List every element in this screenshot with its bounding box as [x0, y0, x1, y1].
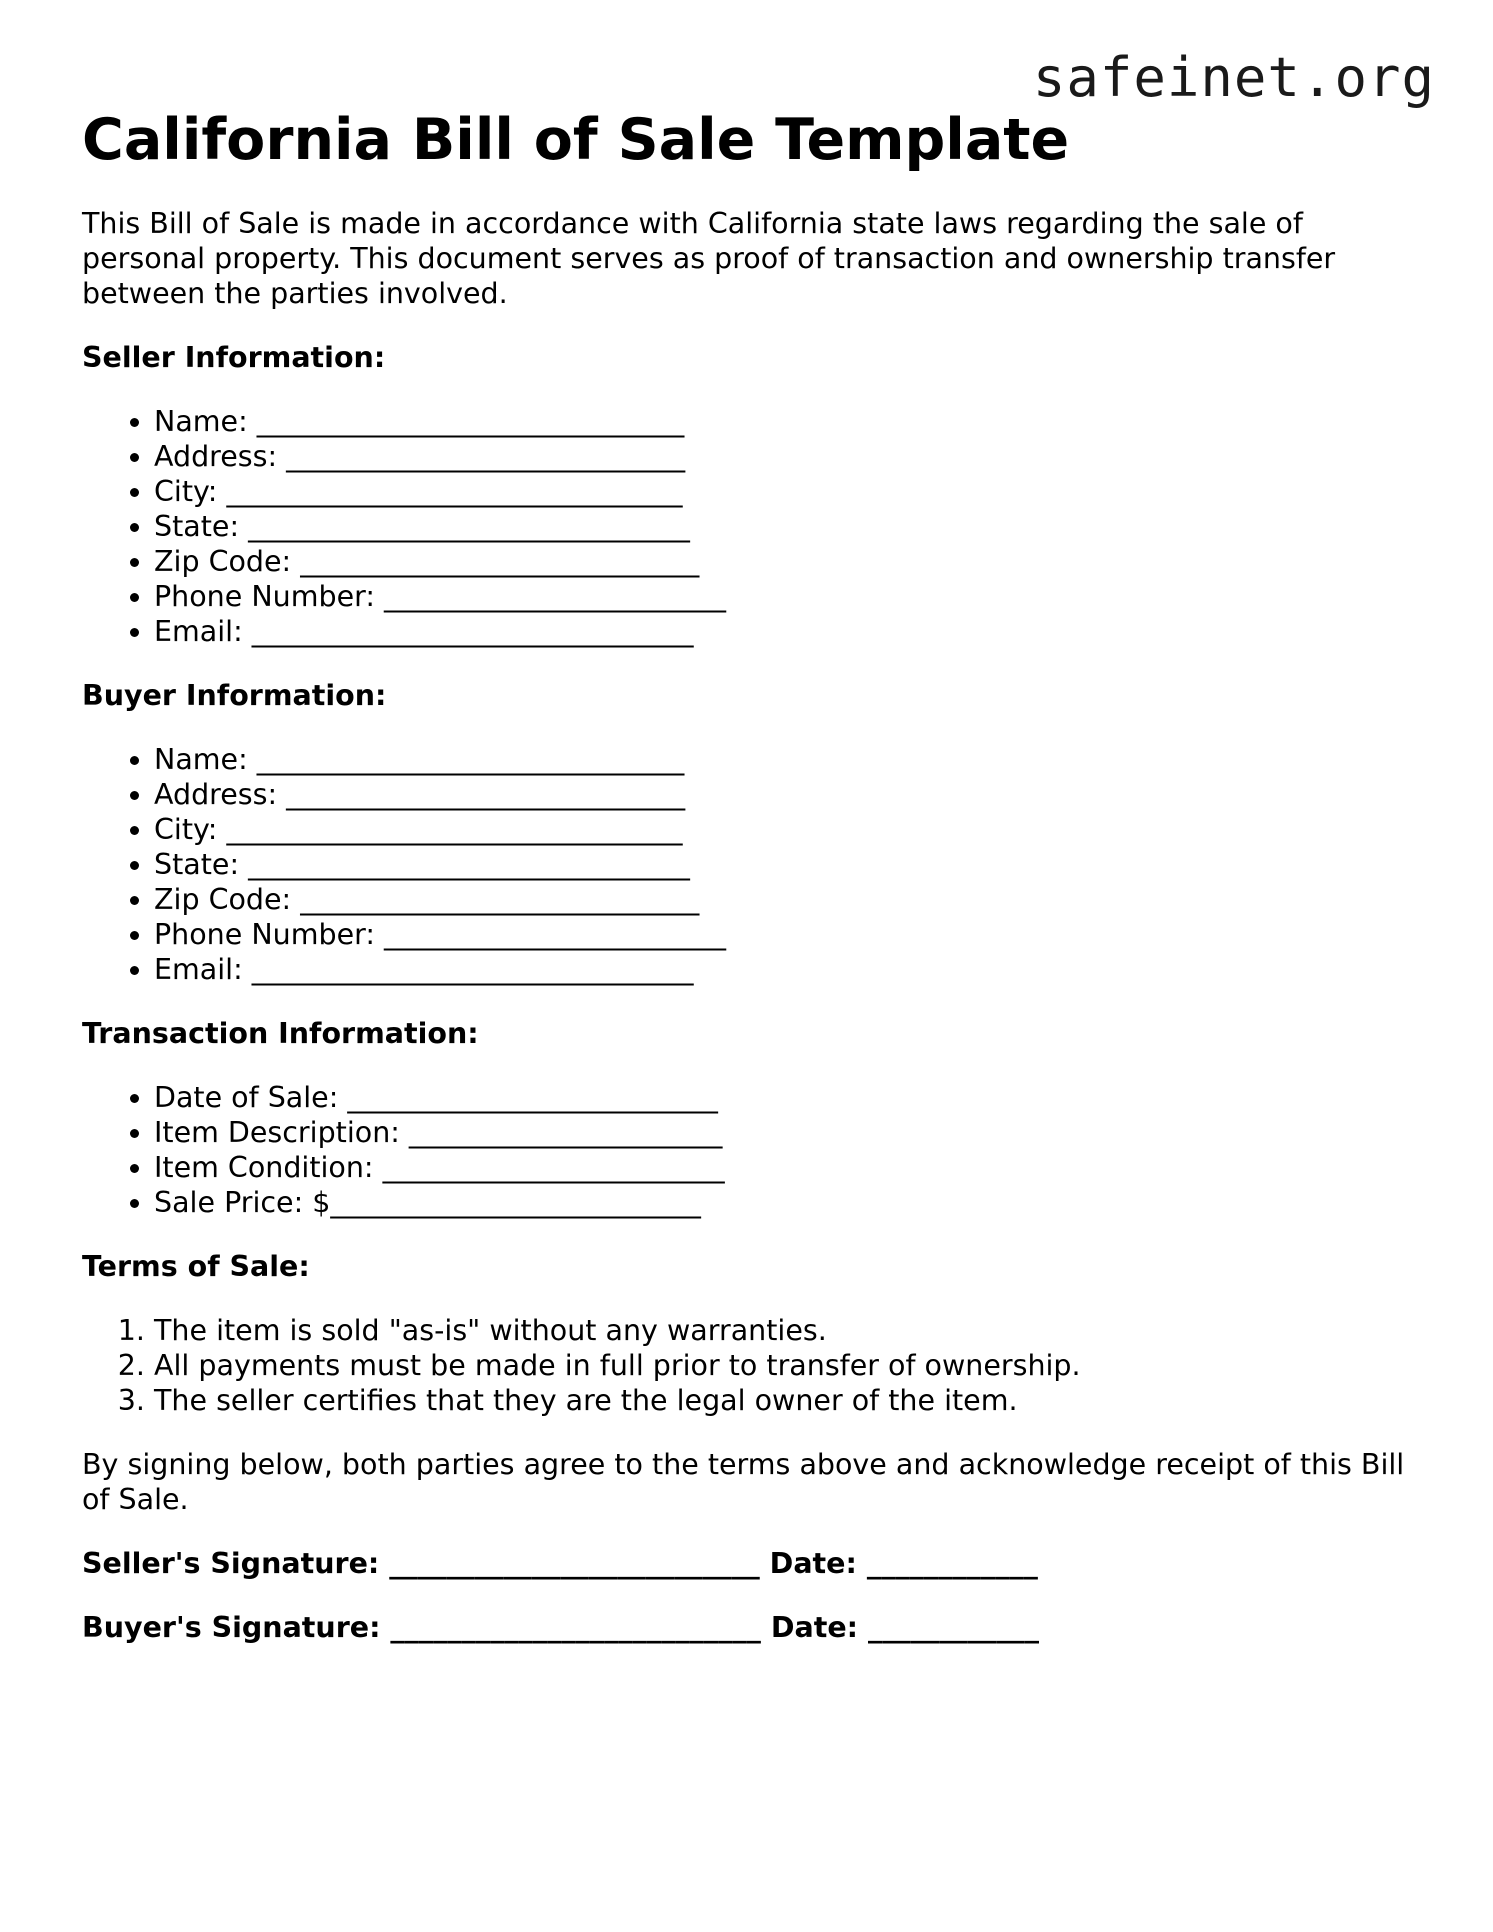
seller-name-blank[interactable]: ______________________________ [256, 405, 685, 438]
page-title: California Bill of Sale Template [82, 107, 1070, 173]
term-item: 1. The item is sold "as-is" without any warranties. [154, 1313, 1412, 1348]
buyer-city-blank[interactable]: ________________________________ [226, 813, 683, 846]
buyer-zip-field: • Zip Code: ____________________________ [154, 882, 1412, 917]
date-of-sale-field: • Date of Sale: __________________________ [154, 1080, 1412, 1115]
seller-phone-blank[interactable]: ________________________ [384, 580, 726, 613]
buyer-phone-field: • Phone Number: ________________________ [154, 917, 1412, 952]
seller-date-blank[interactable]: ____________ [866, 1547, 1038, 1580]
terms-list [82, 1313, 1412, 1418]
seller-heading: Seller Information: [82, 341, 386, 374]
sale-price-field: • Sale Price: $__________________________ [154, 1185, 1412, 1220]
seller-city-blank[interactable]: ________________________________ [226, 475, 683, 508]
terms-heading: Terms of Sale: [82, 1250, 310, 1283]
seller-signature-line: Seller's Signature: __________________________ Date: ____________ [82, 1547, 1038, 1580]
seller-zip-blank[interactable]: ____________________________ [300, 545, 700, 578]
buyer-heading: Buyer Information: [82, 679, 387, 712]
seller-name-field: • Name: ______________________________ [154, 404, 1412, 439]
term-item: 2. All payments must be made in full prior to transfer of ownership. [154, 1348, 1412, 1383]
seller-email-field: • Email: _______________________________ [154, 614, 1412, 649]
buyer-email-blank[interactable]: _______________________________ [251, 953, 694, 986]
seller-state-field: • State: _______________________________ [154, 509, 1412, 544]
item-condition-blank[interactable]: ________________________ [382, 1151, 725, 1184]
document-page [82, 100, 1412, 1674]
seller-address-field: • Address: ____________________________ [154, 439, 1412, 474]
buyer-email-field: • Email: _______________________________ [154, 952, 1412, 987]
buyer-state-field: • State: _______________________________ [154, 847, 1412, 882]
transaction-heading: Transaction Information: [82, 1017, 479, 1050]
intro-paragraph: This Bill of Sale is made in accordance with California state laws regarding the sale of personal property. This document serves as proof of transaction and ownership transfer between the parties involved. [82, 207, 1336, 310]
buyer-state-blank[interactable]: _______________________________ [248, 848, 690, 881]
buyer-zip-blank[interactable]: ____________________________ [300, 883, 700, 916]
item-description-blank[interactable]: ______________________ [408, 1116, 723, 1149]
buyer-phone-blank[interactable]: ________________________ [384, 918, 726, 951]
item-description-field: • Item Description: ______________________ [154, 1115, 1412, 1150]
seller-fields [82, 404, 1412, 649]
sale-price-blank[interactable]: __________________________ [330, 1186, 701, 1219]
buyer-signature-blank[interactable]: __________________________ [390, 1611, 761, 1644]
item-condition-field: • Item Condition: ________________________ [154, 1150, 1412, 1185]
seller-address-blank[interactable]: ____________________________ [286, 440, 686, 473]
transaction-fields [82, 1080, 1412, 1220]
term-item: 3. The seller certifies that they are the legal owner of the item. [154, 1383, 1412, 1418]
buyer-signature-line: Buyer's Signature: __________________________ Date: ____________ [82, 1611, 1040, 1644]
date-of-sale-blank[interactable]: __________________________ [347, 1081, 718, 1114]
seller-zip-field: • Zip Code: ____________________________ [154, 544, 1412, 579]
buyer-address-blank[interactable]: ____________________________ [286, 778, 686, 811]
seller-city-field: • City: ________________________________ [154, 474, 1412, 509]
buyer-address-field: • Address: ____________________________ [154, 777, 1412, 812]
closing-paragraph: By signing below, both parties agree to the terms above and acknowledge receipt of this Bill of Sale. [82, 1448, 1405, 1516]
buyer-date-blank[interactable]: ____________ [868, 1611, 1040, 1644]
buyer-fields [82, 742, 1412, 987]
seller-email-blank[interactable]: _______________________________ [251, 615, 694, 648]
seller-signature-blank[interactable]: __________________________ [389, 1547, 760, 1580]
buyer-name-field: • Name: ______________________________ [154, 742, 1412, 777]
buyer-city-field: • City: ________________________________ [154, 812, 1412, 847]
seller-state-blank[interactable]: _______________________________ [248, 510, 690, 543]
watermark: safeinet.org [1032, 46, 1435, 109]
buyer-name-blank[interactable]: ______________________________ [256, 743, 685, 776]
seller-phone-field: • Phone Number: ________________________ [154, 579, 1412, 614]
